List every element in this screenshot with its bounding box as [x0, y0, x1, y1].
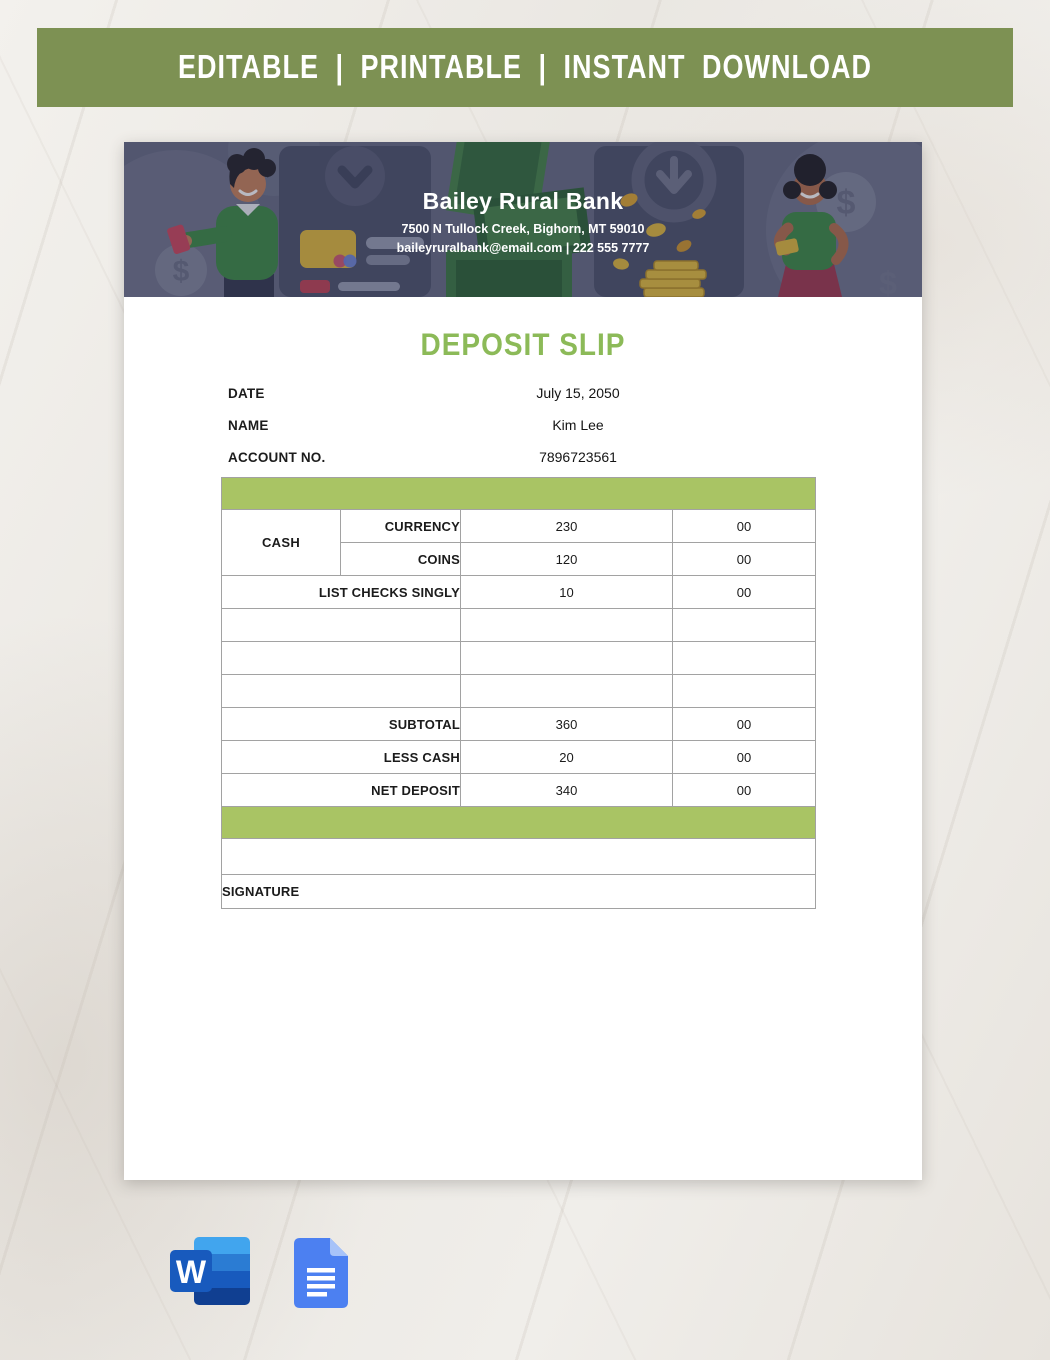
field-date-value: July 15, 2050 [536, 385, 620, 401]
less-cash-cents: 00 [673, 741, 816, 774]
net-deposit-label: NET DEPOSIT [222, 774, 461, 807]
coins-label: COINS [341, 543, 461, 576]
bank-address: 7500 N Tullock Creek, Bighorn, MT 59010 [401, 222, 645, 236]
less-cash-row [222, 741, 816, 774]
currency-dollars: 230 [461, 510, 673, 543]
green-band-bottom [222, 807, 816, 839]
green-band-top [222, 478, 816, 510]
empty-row [222, 675, 816, 708]
less-cash-dollars: 20 [461, 741, 673, 774]
deposit-table [221, 477, 816, 909]
currency-cents: 00 [673, 510, 816, 543]
field-account-value: 7896723561 [539, 449, 617, 465]
net-deposit-cents: 00 [673, 774, 816, 807]
signature-label: SIGNATURE [222, 875, 816, 909]
promo-banner-text: EDITABLE | PRINTABLE | INSTANT DOWNLOAD [177, 48, 873, 86]
table-footer-band [222, 807, 816, 839]
ms-word-icon[interactable] [170, 1236, 254, 1308]
field-account-label: ACCOUNT NO. [228, 449, 326, 465]
coins-cents: 00 [673, 543, 816, 576]
bank-info [124, 188, 922, 255]
net-deposit-row [222, 774, 816, 807]
promo-banner [37, 28, 1013, 107]
signature-row [222, 875, 816, 909]
document-page [124, 142, 922, 1180]
subtotal-label: SUBTOTAL [222, 708, 461, 741]
table-header-band [222, 478, 816, 510]
page-title: DEPOSIT SLIP [420, 327, 626, 362]
checks-cents: 00 [673, 576, 816, 609]
table-row [222, 510, 816, 543]
field-account [228, 441, 822, 473]
coins-dollars: 120 [461, 543, 673, 576]
bank-name: Bailey Rural Bank [422, 188, 624, 214]
checks-label: LIST CHECKS SINGLY [222, 576, 461, 609]
field-name-value: Kim Lee [552, 417, 604, 433]
google-docs-icon[interactable] [294, 1238, 348, 1308]
svg-text:W: W [175, 1254, 207, 1290]
checks-dollars: 10 [461, 576, 673, 609]
svg-text:$: $ [172, 255, 190, 288]
format-icons [170, 1236, 430, 1312]
signature-space-row [222, 839, 816, 875]
field-date-label: DATE [228, 385, 265, 401]
net-deposit-dollars: 340 [461, 774, 673, 807]
svg-text:$: $ [879, 265, 897, 297]
table-row [222, 576, 816, 609]
bank-contact: baileyruralbank@email.com | 222 555 7777 [396, 241, 650, 255]
cash-cell: CASH [222, 510, 341, 576]
info-fields [228, 377, 822, 473]
less-cash-label: LESS CASH [222, 741, 461, 774]
bank-header [124, 142, 922, 297]
currency-label: CURRENCY [341, 510, 461, 543]
empty-row [222, 642, 816, 675]
subtotal-dollars: 360 [461, 708, 673, 741]
empty-row [222, 609, 816, 642]
subtotal-row [222, 708, 816, 741]
field-name-label: NAME [228, 417, 269, 433]
svg-text:$: $ [836, 184, 856, 222]
field-name [228, 409, 822, 441]
subtotal-cents: 00 [673, 708, 816, 741]
field-date [228, 377, 822, 409]
